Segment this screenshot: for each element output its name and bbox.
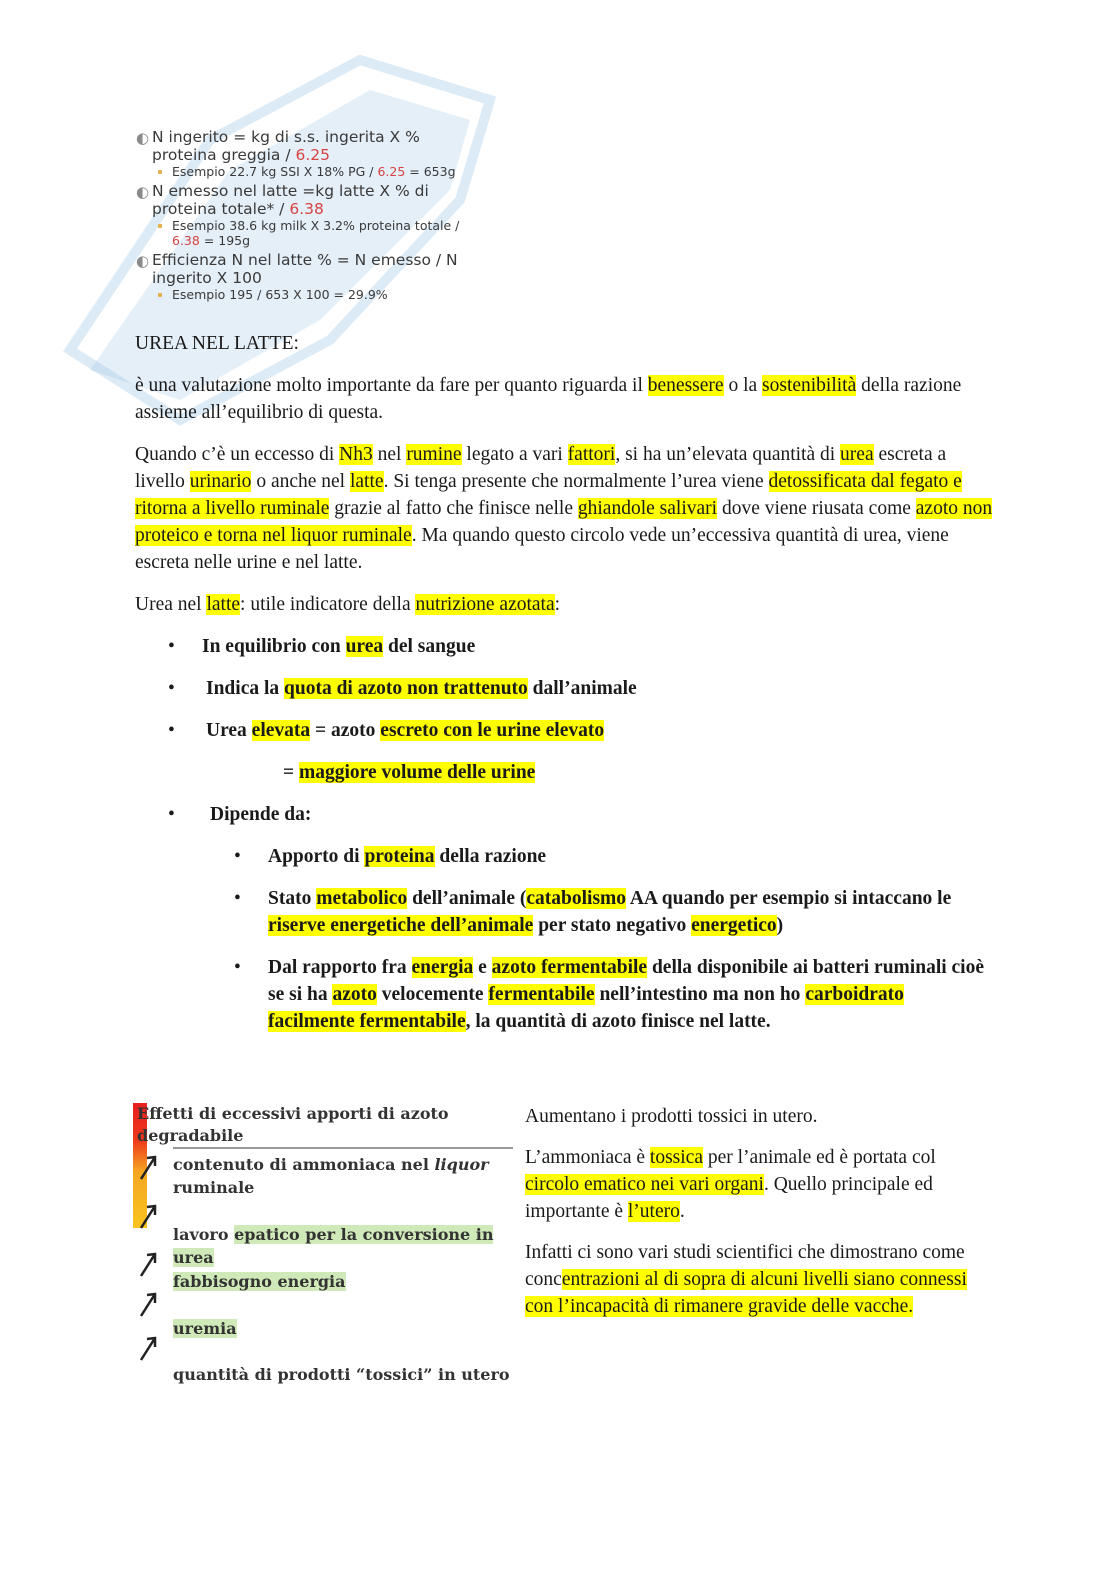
list-item: • Indica la quota di azoto non trattenuto dall’animale	[135, 675, 995, 702]
formula-efficienza: ◐ Efficienza N nel latte % = N emesso / N ingerito X 100	[136, 251, 458, 287]
list-item: • Dipende da:	[135, 801, 995, 828]
list-item: • Urea elevata = azoto escreto con le urine elevato	[135, 717, 995, 744]
arrow-up-right-icon	[135, 1330, 165, 1364]
formula-example-1: Esempio 22.7 kg SSI X 18% PG / 6.25 = 653g	[132, 164, 512, 179]
sub-list-item: • Apporto di proteina della razione	[135, 843, 995, 870]
main-text	[135, 330, 995, 1050]
paragraph-indicatore: Urea nel latte: utile indicatore della nutrizione azotata:	[135, 594, 561, 615]
bullet-dot-icon	[158, 293, 162, 297]
effect-ammonia: contenuto di ammoniaca nel liquor ruminale	[173, 1155, 489, 1197]
effects-title: Effetti di eccessivi apporti di azoto degradabile	[137, 1104, 449, 1145]
bullet-icon: ◐	[136, 183, 150, 201]
paragraph-studies: Infatti ci sono vari studi scientifici che dimostrano come concentrazioni al di sopra di alcuni livelli siano connessi con l’incapacità di rimanere gravide delle vacche.	[525, 1242, 967, 1317]
arrow-up-right-icon	[135, 1198, 165, 1232]
paragraph-nh3: Quando c’è un eccesso di Nh3 nel rumine legato a vari fattori, si ha un’elevata quantità di urea escreta a livello urinario o anche nel latte. Si tenga presente che normalmente l’urea viene detossificata dal fegato e ritorna a livello ruminale grazie al fatto che finisce nelle ghiandole salivari dove viene riusata come azoto non proteico e torna nel liquor ruminale. Ma quando questo circolo vede un’eccessiva quantità di urea, viene escreta nelle urine e nel latte.	[135, 444, 993, 573]
formula-n-emesso: ◐ N emesso nel latte =kg latte X % di proteina totale* / 6.38	[136, 182, 429, 218]
sub-list-item: • Stato metabolico dell’animale (catabolismo AA quando per esempio si intaccano le riserve energetiche dell’animale per stato negativo energetico)	[135, 885, 995, 939]
effect-toxic-products: quantità di prodotti “tossici” in utero	[173, 1365, 510, 1384]
list-item: • In equilibrio con urea del sangue	[135, 633, 995, 660]
arrow-up-right-icon	[135, 1286, 165, 1320]
effect-uremia: uremia	[173, 1319, 237, 1338]
section-title: UREA NEL LATTE:	[135, 333, 299, 354]
bullet-dot-icon	[158, 170, 162, 174]
urea-bullet-list	[135, 633, 995, 1035]
nitrogen-efficiency-formula	[132, 128, 512, 305]
paragraph-ammonia: L’ammoniaca è tossica per l’animale ed è portata col circolo ematico nei vari organi. Quello principale ed importante è l’utero.	[525, 1147, 936, 1222]
right-column-text	[525, 1103, 985, 1334]
effect-liver-work: lavoro epatico per la conversione in urea	[173, 1225, 494, 1267]
arrow-up-right-icon	[135, 1149, 165, 1183]
paragraph-intro: è una valutazione molto importante da fare per quanto riguarda il benessere o la sostenibilità della razione assieme all’equilibrio di questa.	[135, 375, 962, 423]
divider	[173, 1147, 513, 1149]
bullet-icon: ◐	[136, 129, 150, 147]
list-item-continuation: = maggiore volume delle urine	[283, 762, 536, 783]
bullet-icon: ◐	[136, 252, 150, 270]
sub-list-item: • Dal rapporto fra energia e azoto fermentabile della disponibile ai batteri ruminali cioè se si ha azoto velocemente fermentabile nell’intestino ma non ho carboidrato facilmente fermentabile, la quantità di azoto finisce nel latte.	[135, 954, 995, 1035]
bullet-dot-icon	[158, 224, 162, 228]
excess-nitrogen-effects-figure	[133, 1103, 518, 1393]
formula-example-3: Esempio 195 / 653 X 100 = 29.9%	[132, 287, 512, 302]
effect-energy-need: fabbisogno energia	[173, 1272, 346, 1291]
formula-example-2: Esempio 38.6 kg milk X 3.2% proteina totale / 6.38 = 195g	[132, 218, 512, 248]
formula-n-ingerito: ◐ N ingerito = kg di s.s. ingerita X % proteina greggia / 6.25	[136, 128, 420, 164]
paragraph-toxic-utero: Aumentano i prodotti tossici in utero.	[525, 1106, 818, 1127]
arrow-up-right-icon	[135, 1246, 165, 1280]
